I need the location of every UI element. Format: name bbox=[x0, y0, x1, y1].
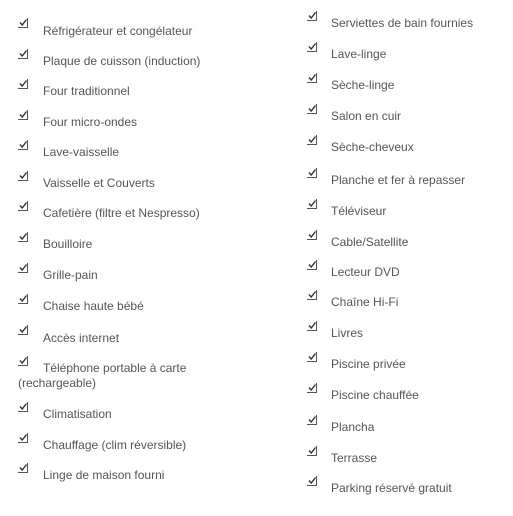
amenity-label: Piscine chauffée bbox=[331, 388, 419, 402]
amenity-label: Cafetière (filtre et Nespresso) bbox=[43, 206, 200, 220]
amenity-label: Chaise haute bébé bbox=[43, 299, 144, 313]
amenity-label: Linge de maison fourni bbox=[43, 468, 165, 482]
amenity-label: Chaîne Hi-Fi bbox=[331, 295, 399, 309]
amenity-label: Planche et fer à repasser bbox=[331, 173, 466, 187]
amenity-item[interactable] bbox=[18, 325, 228, 345]
amenity-item[interactable] bbox=[18, 18, 228, 38]
amenity-item[interactable] bbox=[307, 290, 512, 309]
amenity-label: Plancha bbox=[331, 420, 375, 434]
amenity-label: Piscine privée bbox=[331, 357, 406, 371]
amenity-item[interactable] bbox=[18, 263, 228, 282]
amenity-label: Téléphone portable à carte (rechargeable) bbox=[18, 361, 187, 390]
amenity-item[interactable] bbox=[18, 433, 228, 452]
amenity-label: Vaisselle et Couverts bbox=[43, 176, 155, 190]
amenity-item[interactable] bbox=[18, 171, 228, 190]
amenity-item[interactable] bbox=[307, 476, 512, 495]
amenity-item[interactable] bbox=[18, 294, 228, 313]
amenity-label: Plaque de cuisson (induction) bbox=[43, 54, 201, 68]
amenity-item[interactable] bbox=[307, 199, 512, 218]
amenity-item[interactable] bbox=[307, 446, 512, 465]
amenity-label: Climatisation bbox=[43, 407, 112, 421]
amenity-label: Bouilloire bbox=[43, 237, 93, 251]
amenity-label: Terrasse bbox=[331, 451, 378, 465]
amenity-label: Parking réservé gratuit bbox=[331, 481, 452, 495]
amenity-label: Sèche-cheveux bbox=[331, 140, 414, 154]
amenity-item[interactable] bbox=[307, 42, 512, 61]
amenity-label: Accès internet bbox=[43, 331, 120, 345]
amenity-label: Four traditionnel bbox=[43, 84, 130, 98]
amenity-item[interactable] bbox=[18, 110, 228, 129]
amenity-label: Salon en cuir bbox=[331, 109, 402, 123]
amenity-label: Grille-pain bbox=[43, 268, 98, 282]
amenity-item[interactable] bbox=[18, 463, 228, 482]
amenity-item[interactable] bbox=[307, 73, 512, 92]
amenity-item[interactable] bbox=[18, 402, 228, 421]
amenity-label: Téléviseur bbox=[331, 204, 387, 218]
amenity-label: Four micro-ondes bbox=[43, 115, 138, 129]
amenity-label: Sèche-linge bbox=[331, 78, 395, 92]
amenity-item[interactable] bbox=[18, 49, 228, 68]
amenity-label: Cable/Satellite bbox=[331, 235, 409, 249]
amenity-item[interactable] bbox=[307, 321, 512, 340]
amenity-label: Lecteur DVD bbox=[331, 265, 400, 279]
amenity-label: Serviettes de bain fournies bbox=[331, 16, 474, 30]
amenity-label: Lave-vaisselle bbox=[43, 145, 120, 159]
amenity-item[interactable] bbox=[18, 79, 228, 98]
amenity-item[interactable] bbox=[307, 168, 512, 187]
amenity-item[interactable] bbox=[307, 352, 512, 371]
amenity-item[interactable] bbox=[307, 383, 512, 402]
amenity-label: Chauffage (clim réversible) bbox=[43, 438, 187, 452]
amenity-label: Réfrigérateur et congélateur bbox=[43, 24, 193, 38]
amenity-item[interactable] bbox=[18, 232, 228, 251]
amenity-item[interactable] bbox=[18, 140, 228, 159]
amenity-label: Livres bbox=[331, 326, 364, 340]
amenity-item[interactable] bbox=[307, 11, 512, 30]
amenity-label: Lave-linge bbox=[331, 47, 387, 61]
amenity-item[interactable] bbox=[307, 415, 512, 434]
amenity-item[interactable] bbox=[307, 230, 512, 249]
amenity-item[interactable] bbox=[18, 201, 228, 220]
amenity-item[interactable] bbox=[18, 356, 228, 390]
amenity-item[interactable] bbox=[307, 135, 512, 154]
amenity-item[interactable] bbox=[307, 260, 512, 279]
amenity-item[interactable] bbox=[307, 104, 512, 123]
